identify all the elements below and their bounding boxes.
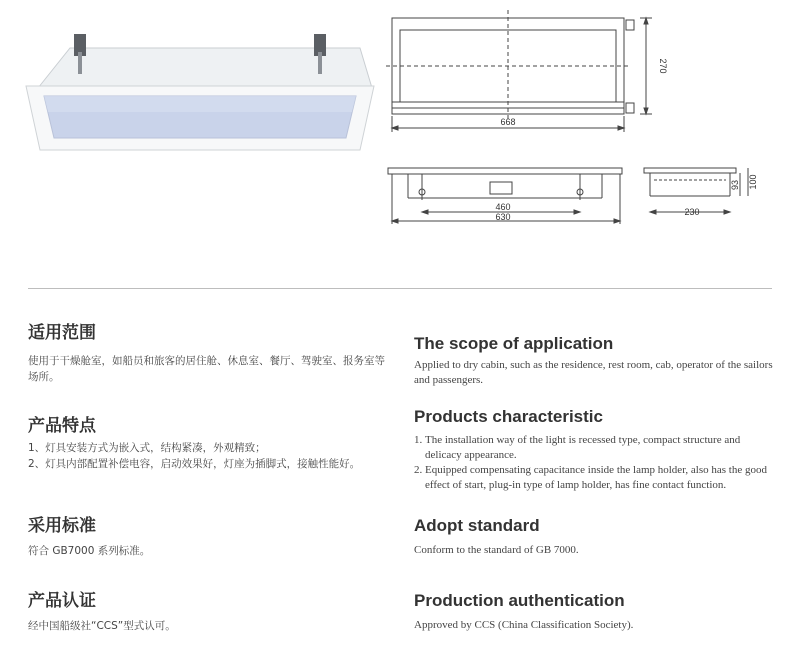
en-standard-section <box>414 516 774 558</box>
en-standard-body: Conform to the standard of GB 7000. <box>414 544 579 556</box>
en-standard-title: Adopt standard <box>414 516 540 535</box>
product-drawings-svg <box>0 0 800 270</box>
cn-feature-item <box>28 440 388 456</box>
en-feature-num: 2. <box>414 464 423 476</box>
lamp-photo <box>26 34 374 150</box>
en-feature-item <box>414 463 774 493</box>
en-features-title: Products characteristic <box>414 407 603 426</box>
cn-standard-title: 采用标准 <box>28 516 96 536</box>
cn-scope-section <box>28 323 388 385</box>
cn-scope-title: 适用范围 <box>28 323 96 343</box>
cn-standard-body: 符合 GB7000 系列标准。 <box>28 545 151 557</box>
side-outer-label: 630 <box>495 212 511 222</box>
cn-feature-num: 2、 <box>28 458 46 470</box>
cn-feature-num: 1、 <box>28 442 46 454</box>
en-feature-num: 1. <box>414 434 423 446</box>
end-height-inner-label: 93 <box>730 179 740 191</box>
cn-feature-text: 灯具内部配置补偿电容，启动效果好，灯座为插脚式，接触性能好。 <box>45 458 361 470</box>
section-divider <box>28 288 772 289</box>
en-certification-title: Production authentication <box>414 591 625 610</box>
en-features-section <box>414 407 774 493</box>
cn-features-title: 产品特点 <box>28 416 96 436</box>
cn-features-section <box>28 416 388 472</box>
en-scope-title: The scope of application <box>414 334 614 353</box>
front-width-label: 668 <box>500 117 516 127</box>
cn-feature-item <box>28 456 388 472</box>
cn-certification-section <box>28 591 388 634</box>
en-scope-body: Applied to dry cabin, such as the residence, rest room, cab, operator of the sailors and passengers. <box>414 359 773 386</box>
end-height-outer-label: 100 <box>748 174 758 190</box>
side-inner-label: 460 <box>495 202 511 212</box>
en-certification-section <box>414 591 774 633</box>
cn-standard-section <box>28 516 388 559</box>
front-view-drawing <box>386 10 652 132</box>
cn-scope-body: 使用于干燥舱室，如船员和旅客的居住舱、休息室、餐厅、驾驶室、报务室等场所。 <box>28 355 385 383</box>
en-feature-text: The installation way of the light is recessed type, compact structure and delicacy appearance. <box>425 434 741 461</box>
cn-feature-text: 灯具安装方式为嵌入式，结构紧凑，外观精致； <box>45 442 266 454</box>
en-feature-text: Equipped compensating capacitance inside the lamp holder, also has the good effect of start, plug-in type of lamp holder, has fine contact function. <box>425 464 767 491</box>
cn-certification-title: 产品认证 <box>28 591 96 611</box>
front-height-label: 270 <box>658 58 668 74</box>
en-scope-section <box>414 334 774 388</box>
en-feature-item <box>414 433 774 463</box>
product-figure <box>0 0 800 270</box>
cn-certification-body: 经中国船级社“CCS”型式认可。 <box>28 620 176 632</box>
end-width-label: 230 <box>684 207 700 217</box>
en-certification-body: Approved by CCS (China Classification Society). <box>414 619 634 631</box>
